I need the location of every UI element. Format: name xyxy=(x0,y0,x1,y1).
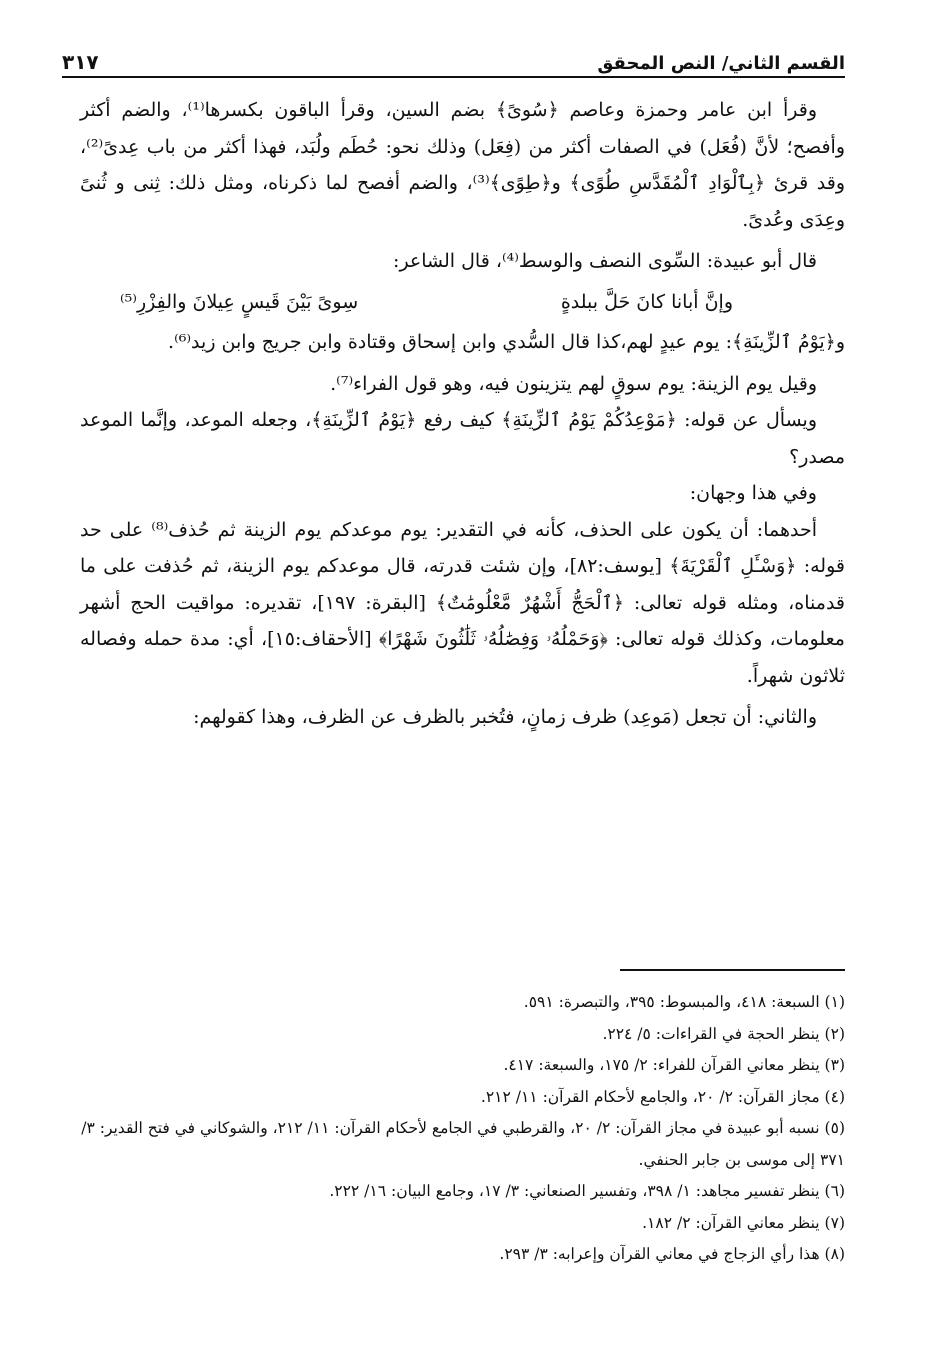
footnote-5: (٥) نسبه أبو عبيدة في مجاز القرآن: ٢/ ٢٠، والقرطبي في الجامع لأحكام القرآن: ١١/ ٢١٢، والشوكاني في فتح القدير: ٣/ ٣٧١ إلى موسى بن جابر الحنفي. xyxy=(81,1119,845,1169)
footnote-2: (٢) ينظر الحجة في القراءات: ٥/ ٢٢٤. xyxy=(602,1024,845,1043)
paragraph-1: وقرأ ابن عامر وحمزة وعاصم ﴿سُوىً﴾ بضم السين، وقرأ الباقون بكسرها⁽¹⁾، والضم أكثر وأفصح؛ لأنَّ (فُعَل) في الصفات أكثر من (فِعَل) وذلك نحو: حُطَم ولُبَد، فهذا أكثر من باب عِدىً⁽²⁾، وقد قرئ ﴿بِٱلْوَادِ ٱلْمُقَدَّسِ طُوًى﴾ و﴿طِوًى﴾⁽³⁾، والضم أفصح لما ذكرناه، ومثل ذلك: ثِنى و ثُنىً وعِدَى وعُدىً. xyxy=(80,99,845,231)
poem-verse xyxy=(80,284,845,321)
paragraph-2: قال أبو عبيدة: السِّوى النصف والوسط⁽⁴⁾، قال الشاعر: xyxy=(393,250,817,272)
header-title: القسم الثاني/ النص المحقق xyxy=(597,53,845,74)
footnote-7: (٧) ينظر معاني القرآن: ٢/ ١٨٢. xyxy=(642,1213,845,1232)
footnote-6: (٦) ينظر تفسير مجاهد: ١/ ٣٩٨، وتفسير الصنعاني: ٣/ ١٧، وجامع البيان: ١٦/ ٢٢٢. xyxy=(329,1182,845,1200)
paragraph-7: أحدهما: أن يكون على الحذف، كأنه في التقدير: يوم موعدكم يوم الزينة ثم حُذف⁽⁸⁾ على حد قوله: ﴿وَسْـَٔلِ ٱلْقَرْيَةَ﴾ [يوسف:٨٢]، وإن شئت قدرته، قال موعدكم يوم الزينة، ثم حُذفت على ما قدمناه، ومثله قوله تعالى: ﴿ٱلْحَجُّ أَشْهُرٌ مَّعْلُومَٰتٌ﴾ [البقرة: ١٩٧]، تقديره: مواقيت الحج أشهر معلومات، وكذلك قوله تعالى: ﴿وَحَمْلُهُۥ وَفِصَٰلُهُۥ ثَلَٰثُونَ شَهْرًا﴾ [الأحقاف:١٥]، أي: مدة حمله وفصاله ثلاثون شهراً. xyxy=(80,518,846,687)
paragraph-4: وقيل يوم الزينة: يوم سوقٍ لهم يتزينون فيه، وهو قول الفراء⁽⁷⁾. xyxy=(330,372,817,395)
poem-first-hemistich: وإنَّ أبانا كانَ حَلَّ ببلدةٍ xyxy=(560,290,733,313)
paragraph-6: وفي هذا وجهان: xyxy=(689,482,817,504)
main-text xyxy=(80,92,845,736)
page-number: ٣١٧ xyxy=(62,50,99,74)
running-header xyxy=(62,40,845,74)
paragraph-5: ويسأل عن قوله: ﴿مَوْعِدُكُمْ يَوْمُ ٱلزِّينَةِ﴾ كيف رفع ﴿يَوْمُ ٱلزِّينَةِ﴾، وجعله الموعد، وإنَّما الموعد مصدر؟ xyxy=(80,409,845,468)
footnote-4: (٤) مجاز القرآن: ٢/ ٢٠، والجامع لأحكام القرآن: ١١/ ٢١٢. xyxy=(480,1087,845,1106)
footnotes xyxy=(62,987,845,1271)
footnote-8: (٨) هذا رأي الزجاج في معاني القرآن وإعرابه: ٣/ ٢٩٣. xyxy=(499,1245,845,1263)
poem-second-hemistich: سِوىً بَيْنَ قَيسٍ عِيلانَ والفِزْرِ⁽⁵⁾ xyxy=(120,290,359,313)
footnote-3: (٣) ينظر معاني القرآن للفراء: ٢/ ١٧٥، والسبعة: ٤١٧. xyxy=(503,1056,845,1074)
header-divider xyxy=(62,76,845,78)
paragraph-3: و﴿يَوْمُ ٱلزِّينَةِ﴾: يوم عيدٍ لهم،كذا قال السُّدي وابن إسحاق وقتادة وابن جريج وابن زيد⁽⁶⁾. xyxy=(168,331,845,353)
paragraph-8: والثاني: أن تجعل (مَوعِد) ظرف زمانٍ، فتُخبر بالظرف عن الظرف، وهذا كقولهم: xyxy=(193,706,817,728)
footnote-divider xyxy=(620,969,845,971)
footnote-1: (١) السبعة: ٤١٨، والمبسوط: ٣٩٥، والتبصرة: ٥٩١. xyxy=(523,993,845,1011)
